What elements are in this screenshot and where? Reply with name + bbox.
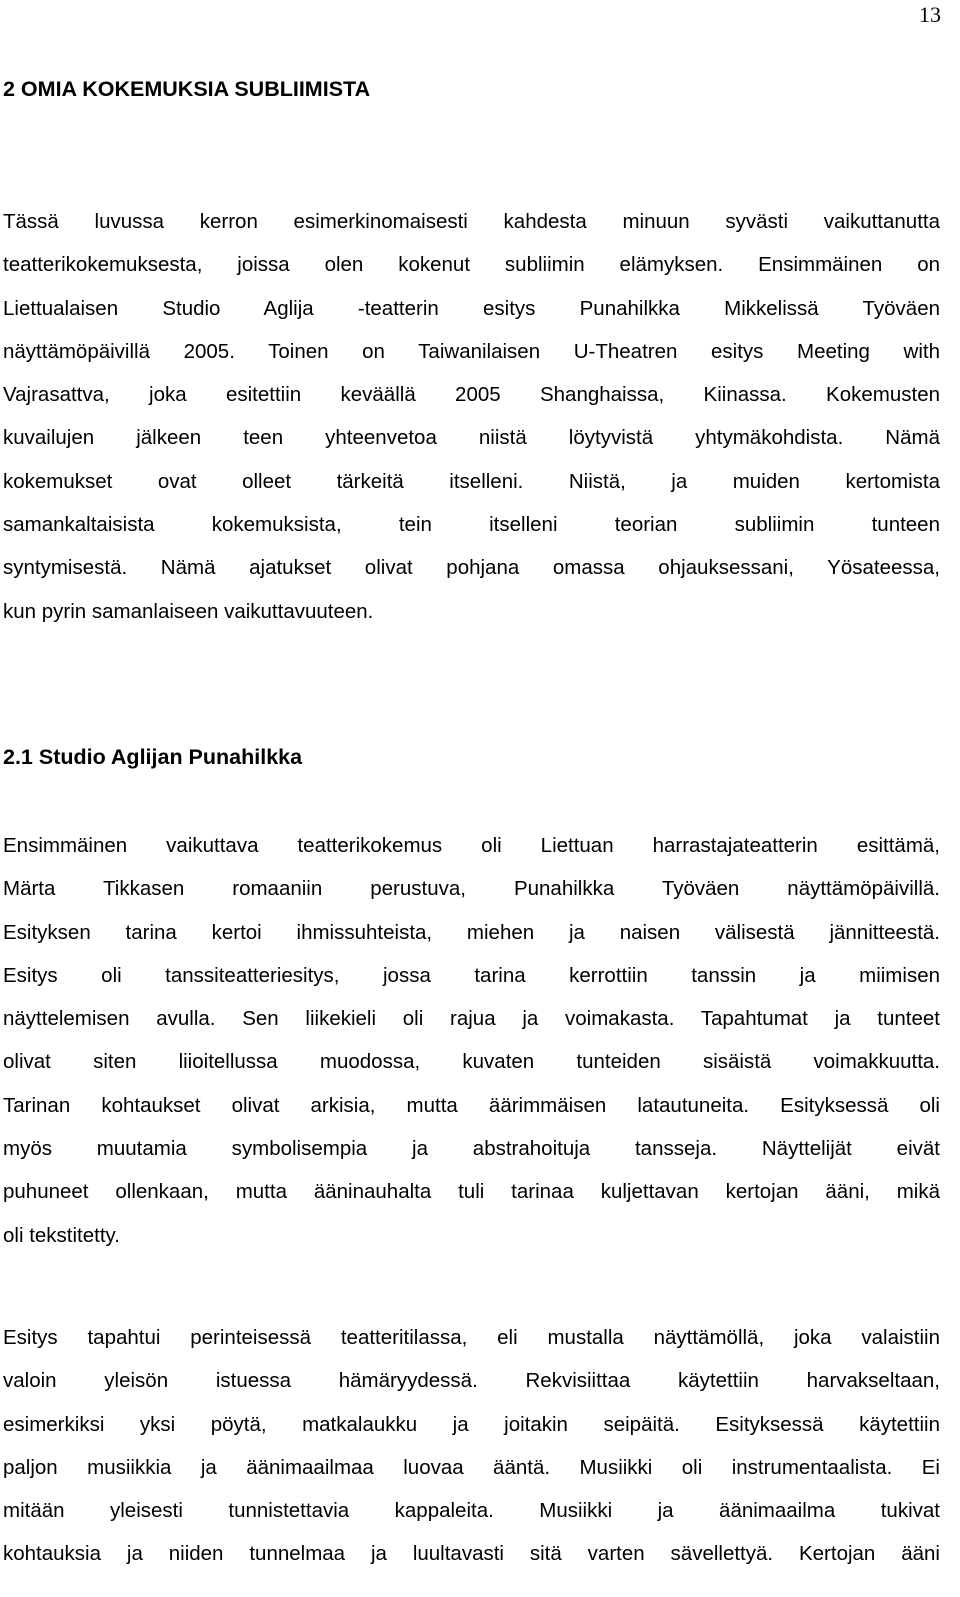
- paragraph-line: paljon musiikkia ja äänimaailmaa luovaa ääntä. Musiikki oli instrumentaalista. Ei: [3, 1455, 940, 1479]
- paragraph-line: olivat siten liioitellussa muodossa, kuvaten tunteiden sisäistä voimakkuutta.: [3, 1050, 940, 1074]
- paragraph-line: myös muutamia symbolisempia ja abstrahoituja tansseja. Näyttelijät eivät: [3, 1137, 940, 1161]
- paragraph-line: Tarinan kohtaukset olivat arkisia, mutta äärimmäisen latautuneita. Esityksessä oli: [3, 1093, 940, 1117]
- paragraph-line: Tässä luvussa kerron esimerkinomaisesti kahdesta minuun syvästi vaikuttanutta: [3, 210, 940, 233]
- paragraph-line: näyttelemisen avulla. Sen liikekieli oli rajua ja voimakasta. Tapahtumat ja tunteet: [3, 1007, 940, 1031]
- paragraph-line: Esityksen tarina kertoi ihmissuhteista, miehen ja naisen välisestä jännitteestä.: [3, 920, 940, 944]
- paragraph-line: valoin yleisön istuessa hämäryydessä. Rekvisiittaa käytettiin harvakseltaan,: [3, 1369, 940, 1393]
- chapter-title: 2 OMIA KOKEMUKSIA SUBLIIMISTA: [3, 77, 371, 101]
- paragraph-line: Esitys tapahtui perinteisessä teatteritilassa, eli mustalla näyttämöllä, joka valaistiin: [3, 1326, 940, 1349]
- paragraph-line: esimerkiksi yksi pöytä, matkalaukku ja joitakin seipäitä. Esityksessä käytettiin: [3, 1412, 940, 1436]
- section-title: 2.1 Studio Aglijan Punahilkka: [3, 745, 303, 769]
- paragraph-line: Ensimmäinen vaikuttava teatterikokemus oli Liettuan harrastajateatterin esittämä,: [3, 834, 940, 857]
- paragraph-line: kokemukset ovat olleet tärkeitä itselleni. Niistä, ja muiden kertomista: [3, 469, 940, 493]
- paragraph-line: kohtauksia ja niiden tunnelmaa ja luultavasti sitä varten sävellettyä. Kertojan ääni: [3, 1542, 940, 1566]
- paragraph-line: kuvailujen jälkeen teen yhteenvetoa niistä löytyvistä yhtymäkohdista. Nämä: [3, 426, 940, 450]
- paragraph-line: Märta Tikkasen romaaniin perustuva, Punahilkka Työväen näyttämöpäivillä.: [3, 877, 940, 901]
- paragraph-3: [3, 1316, 940, 1576]
- paragraph-line: samankaltaisista kokemuksista, tein itselleni teorian subliimin tunteen: [3, 513, 940, 537]
- paragraph-line: näyttämöpäivillä 2005. Toinen on Taiwanilaisen U-Theatren esitys Meeting with: [3, 339, 940, 363]
- paragraph-line: teatterikokemuksesta, joissa olen kokenut subliimin elämyksen. Ensimmäinen on: [3, 253, 940, 277]
- paragraph-line: syntymisestä. Nämä ajatukset olivat pohjana omassa ohjauksessani, Yösateessa,: [3, 556, 940, 580]
- paragraph-line: Liettualaisen Studio Aglija -teatterin esitys Punahilkka Mikkelissä Työväen: [3, 296, 940, 320]
- page-number: 13: [919, 2, 941, 27]
- paragraph-line: puhuneet ollenkaan, mutta ääninauhalta tuli tarinaa kuljettavan kertojan ääni, mikä: [3, 1180, 940, 1204]
- paragraph-line: mitään yleisesti tunnistettavia kappaleita. Musiikki ja äänimaailma tukivat: [3, 1499, 940, 1523]
- paragraph-line: Vajrasattva, joka esitettiin keväällä 2005 Shanghaissa, Kiinassa. Kokemusten: [3, 383, 940, 407]
- paragraph-1: [3, 200, 940, 633]
- paragraph-line: Esitys oli tanssiteatteriesitys, jossa tarina kerrottiin tanssin ja miimisen: [3, 963, 940, 987]
- paragraph-line: oli tekstitetty.: [3, 1223, 120, 1247]
- paragraph-line: kun pyrin samanlaiseen vaikuttavuuteen.: [3, 599, 374, 623]
- paragraph-2: [3, 824, 940, 1257]
